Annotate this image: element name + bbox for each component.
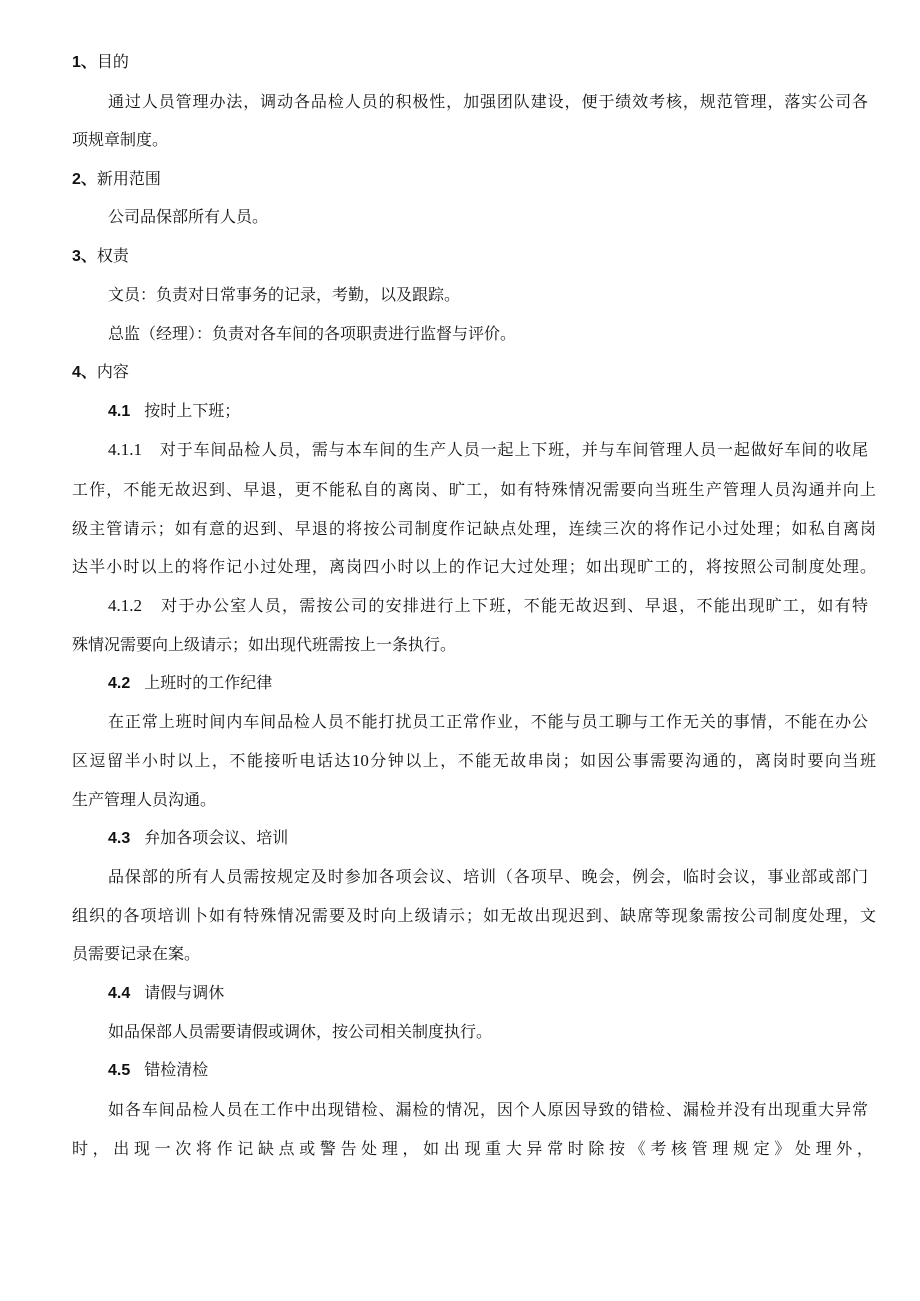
subsection-4-3-heading	[108, 828, 288, 849]
section-2-heading	[72, 169, 161, 190]
section-3-clerk-duty: 文员：负责对日常事务的记录，考勤，以及跟踪。	[108, 285, 461, 304]
subsection-title: 错检清检	[144, 1060, 209, 1079]
clause-4-1-1-line: 4.1.1 对于车间品检人员，需与本车间的生产人员一起上下班，并与车间管理人员一起做好车间的收尾	[108, 440, 868, 459]
subsection-number: 4.1	[108, 403, 131, 420]
subsection-title: 上班时的工作纪律	[144, 673, 273, 692]
subsection-4-1-heading	[108, 401, 240, 422]
subsection-number: 4.2	[108, 675, 131, 692]
subsection-number: 4.5	[108, 1062, 131, 1079]
section-number: 1、	[72, 54, 97, 71]
section-number: 2、	[72, 171, 97, 188]
subsection-number: 4.3	[108, 830, 131, 847]
subsection-4-3-line: 品保部的所有人员需按规定及时参加各项会议、培训（各项早、晚会，例会，临时会议，事业部或部门	[108, 867, 868, 886]
subsection-4-3-line: 组织的各项培训卜如有特殊情况需要及时向上级请示；如无故出现迟到、缺席等现象需按公司制度处理，文	[72, 906, 876, 925]
subsection-4-3-line: 员需要记录在案。	[72, 944, 201, 963]
clause-number: 4.1.1	[108, 440, 142, 459]
subsection-4-2-line: 在正常上班时间内车间品检人员不能打扰员工正常作业，不能与员工聊与工作无关的事情，不能在办公	[108, 712, 868, 731]
subsection-4-4-heading	[108, 983, 224, 1004]
subsection-4-5-line: 如各车间品检人员在工作中出现错检、漏检的情况，因个人原因导致的错检、漏检并没有出现重大异常	[108, 1100, 868, 1119]
section-title: 权责	[96, 246, 129, 265]
section-number: 3、	[72, 248, 97, 265]
clause-4-1-2-line: 殊情况需要向上级请示；如出现代班需按上一条执行。	[72, 635, 457, 654]
subsection-title: 请假与调休	[144, 983, 225, 1002]
minutes-number: 10	[351, 751, 369, 770]
clause-4-1-1-line: 达半小时以上的将作记小过处理，离岗四小时以上的作记大过处理；如出现旷工的，将按照公司制度处理。	[72, 557, 876, 576]
section-3-director-duty: 总监（经理）：负责对各车间的各项职责进行监督与评价。	[108, 324, 517, 343]
subsection-4-5-line: 时，出现一次将作记缺点或警告处理，如出现重大异常时除按《考核管理规定》处理外，	[72, 1139, 876, 1158]
section-3-heading	[72, 246, 129, 267]
subsection-number: 4.4	[108, 985, 131, 1002]
section-2-paragraph: 公司品保部所有人员。	[108, 207, 269, 226]
subsection-title: 弁加各项会议、培训	[144, 828, 289, 847]
subsection-4-5-heading	[108, 1060, 208, 1081]
subsection-title: 按时上下班；	[144, 401, 241, 420]
section-1-heading	[72, 52, 129, 73]
subsection-4-2-line: 生产管理人员沟通。	[72, 790, 217, 809]
subsection-4-2-line: 区逗留半小时以上，不能接听电话达10分钟以上，不能无故串岗；如因公事需要沟通的，离岗时要向当班	[72, 751, 876, 770]
subsection-4-4-paragraph: 如品保部人员需要请假或调休，按公司相关制度执行。	[108, 1022, 493, 1041]
clause-4-1-1-line: 级主管请示；如有意的迟到、早退的将按公司制度作记缺点处理，连续三次的将作记小过处理；如私自离岗	[72, 519, 876, 538]
section-title: 内容	[96, 362, 129, 381]
section-title: 新用范围	[96, 169, 161, 188]
section-4-heading	[72, 362, 129, 383]
clause-number: 4.1.2	[108, 596, 142, 615]
subsection-4-2-heading	[108, 673, 272, 694]
section-1-paragraph-line: 项规章制度。	[72, 130, 169, 149]
section-title: 目的	[96, 52, 129, 71]
clause-4-1-2-line: 4.1.2 对于办公室人员，需按公司的安排进行上下班，不能无故迟到、早退，不能出现旷工，如有特	[108, 596, 868, 615]
clause-4-1-1-line: 工作，不能无故迟到、早退，更不能私自的离岗、旷工，如有特殊情况需要向当班生产管理人员沟通并向上	[72, 480, 876, 499]
section-1-paragraph-line: 通过人员管理办法，调动各品检人员的积极性，加强团队建设，便于绩效考核，规范管理，落实公司各	[108, 92, 868, 111]
section-number: 4、	[72, 364, 97, 381]
